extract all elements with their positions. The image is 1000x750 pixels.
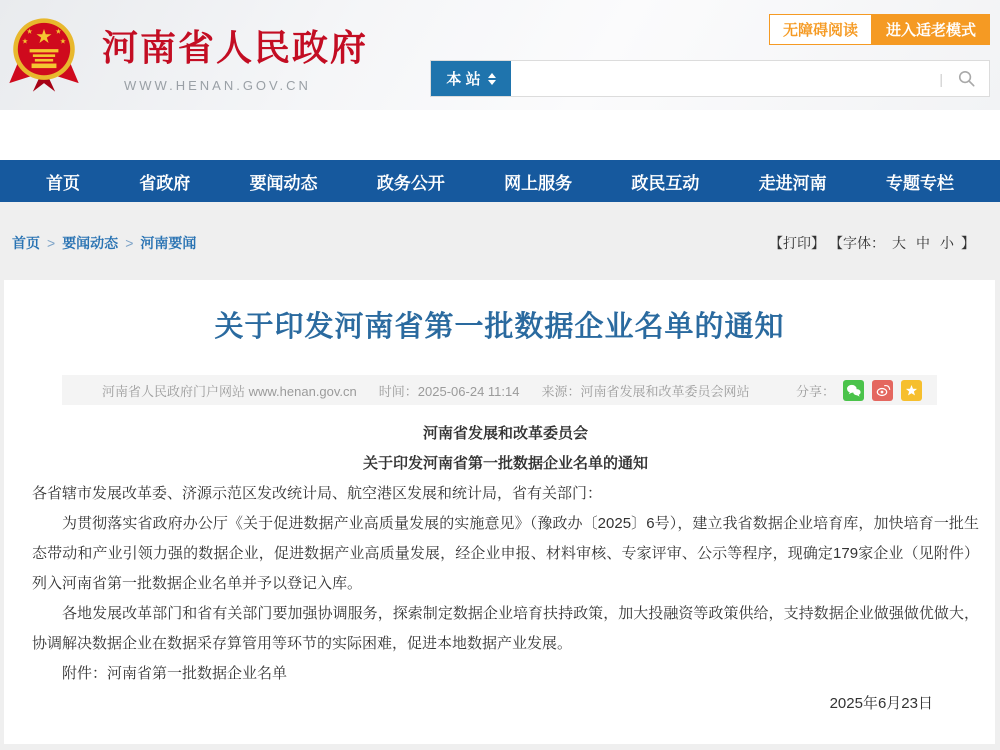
header-right [430,0,990,110]
breadcrumb-separator: > [47,235,56,251]
breadcrumb-home[interactable]: 首页 [12,235,40,251]
font-size-label: 【字体： [829,235,885,251]
meta-time-value: 2025-06-24 11:14 [417,383,520,399]
attachment-line: 附件：河南省第一批数据企业名单 [62,665,288,682]
meta-source-label: 来源： [541,383,581,399]
article-card [4,280,995,744]
page-title: 关于印发河南省第一批数据企业名单的通知 [214,311,785,343]
breadcrumb [12,233,196,253]
search-scope-label: 本 站 [446,71,481,88]
updown-arrows-icon [488,73,496,85]
breadcrumb-news[interactable]: 要闻动态 [62,235,119,251]
search-divider: | [939,70,943,87]
share-controls [796,380,922,401]
paragraph-2: 各地发展改革部门和省有关部门要加强协调服务，探索制定数据企业培育扶持政策，加大投融资等政策供给，支持数据企业做强做优做大，协调解决数据企业在数据采存算管用等环节的实际困难，促进本地数据产业发展。 [32,605,979,652]
content-area [0,202,1000,750]
weibo-share-button[interactable] [872,380,893,401]
nav-item-special-topics[interactable]: 专题专栏 [885,173,954,193]
breadcrumb-separator: > [125,235,134,251]
document-title: 关于印发河南省第一批数据企业名单的通知 [362,455,648,472]
paragraph-salutation: 各省辖市发展改革委、济源示范区发改统计局、航空港区发展和统计局，省有关部门： [32,485,603,502]
nav-item-gov-affairs[interactable]: 政务公开 [376,173,445,193]
nav-item-public-interaction[interactable]: 政民互动 [631,173,700,193]
nav-item-home[interactable]: 首页 [46,173,80,193]
site-logo-link[interactable] [8,0,368,110]
document-org: 河南省发展和改革委员会 [422,425,588,442]
star-icon [904,383,919,398]
site-name: 河南省人民政府 [102,27,369,68]
article-body [4,405,995,719]
breadcrumb-row [0,202,1000,280]
paragraph-1: 为贯彻落实省政府办公厅《关于促进数据产业高质量发展的实施意见》（豫政办〔2025〕6号），建立我省数据企业培育库，加快培育一批生态带动和产业引领力强的数据企业，促进数据产业高质量发展，经企业申报、材料审核、专家评审、公示等程序，现确定179家企业（见附件）列入河南省第一批数据企业名单并予以登记入库。 [32,515,979,592]
search-scope-dropdown[interactable] [431,61,511,96]
wechat-share-button[interactable] [843,380,864,401]
meta-source-value: 河南省发展和改革委员会网站 [580,383,750,399]
meta-source [541,381,749,400]
font-size-label-end: 】 [961,235,975,251]
search-input[interactable] [511,61,939,96]
nav-item-into-henan[interactable]: 走进河南 [758,173,827,193]
header-spacer [0,110,1000,160]
elder-mode-button[interactable]: 进入适老模式 [872,14,990,45]
wechat-icon [845,383,862,398]
national-emblem-icon [8,8,80,102]
main-nav [0,160,1000,202]
search-bar [430,60,990,97]
meta-time-label: 时间： [378,383,418,399]
weibo-icon [875,382,891,398]
site-url: WWW.HENAN.GOV.CN [124,78,311,93]
search-button[interactable] [943,61,989,96]
favorite-share-button[interactable] [901,380,922,401]
nav-item-news[interactable]: 要闻动态 [249,173,318,193]
font-size-medium-button[interactable]: 中 [916,235,930,251]
font-size-large-button[interactable]: 大 [892,235,906,251]
meta-site: 河南省人民政府门户网站 www.henan.gov.cn [102,383,357,399]
document-date: 2025年6月23日 [829,695,933,712]
nav-item-provincial-government[interactable]: 省政府 [139,173,191,193]
brand-text [102,8,368,93]
breadcrumb-henan-news[interactable]: 河南要闻 [140,235,197,251]
share-label: 分享： [795,383,835,399]
site-header [0,0,1000,110]
print-button[interactable]: 【打印】 [769,235,825,251]
page-tools [769,233,975,253]
search-icon [957,69,976,88]
nav-item-online-services[interactable]: 网上服务 [504,173,573,193]
font-size-small-button[interactable]: 小 [940,235,954,251]
accessibility-reading-button[interactable]: 无障碍阅读 [769,14,872,45]
access-buttons [430,14,990,45]
article-meta-bar [62,375,937,405]
meta-time [379,381,520,400]
